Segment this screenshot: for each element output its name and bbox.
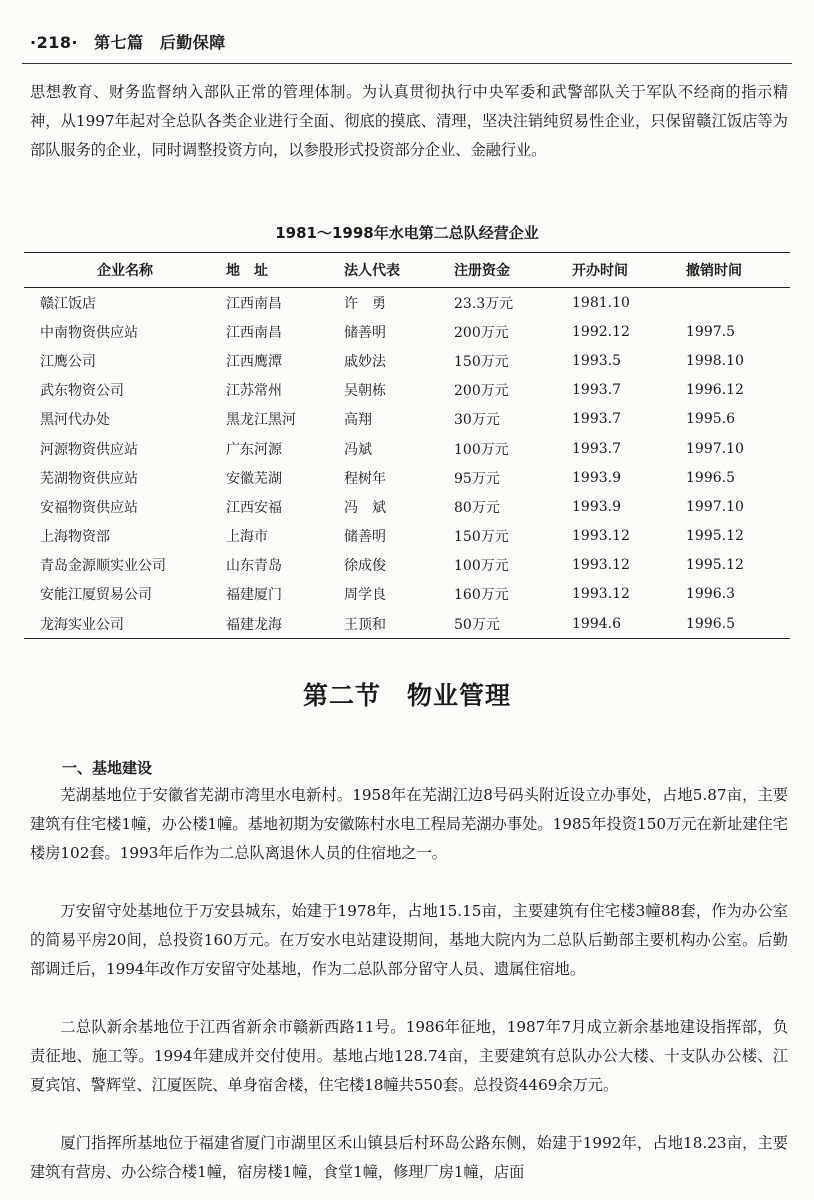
table-row	[24, 346, 790, 375]
table-cell: 戚妙法	[344, 353, 386, 370]
table-cell: 30万元	[454, 412, 500, 429]
table-cell: 200万元	[454, 324, 509, 341]
table-cell: 1993.5	[572, 352, 621, 369]
table-cell: 1995.12	[686, 557, 744, 574]
table-cell: 1995.12	[686, 528, 744, 545]
table-row	[24, 288, 790, 318]
table-cell: 冯 斌	[344, 499, 386, 516]
table-cell: 福建龙海	[220, 609, 338, 639]
table-cell: 160万元	[454, 587, 509, 604]
table-cell: 江西鹰潭	[226, 353, 282, 370]
column-header: 法人代表	[338, 253, 448, 288]
table-cell: 1996.3	[686, 586, 735, 603]
table-cell: 芜湖物资供应站	[40, 470, 138, 487]
table-row	[24, 317, 790, 346]
table-cell: 储善明	[344, 324, 386, 341]
table-cell: 安徽芜湖	[226, 470, 282, 487]
table-cell: 150万元	[454, 353, 509, 370]
subsection-heading: 一、基地建设	[62, 759, 153, 777]
table-cell: 1993.7	[572, 411, 621, 428]
column-header: 开办时间	[566, 253, 680, 288]
table-row	[24, 463, 790, 492]
table-cell: 150万元	[454, 529, 509, 546]
table-cell: 吴朝栋	[344, 383, 386, 400]
table-row	[24, 376, 790, 405]
table-cell: 1995.6	[686, 411, 735, 428]
table-cell: 23.3万元	[454, 295, 514, 312]
column-header: 地 址	[220, 253, 338, 288]
table-cell: 中南物资供应站	[40, 324, 138, 341]
table-cell	[680, 288, 790, 318]
running-head	[30, 30, 236, 53]
table-cell: 1981.10	[572, 294, 630, 311]
table-cell: 江西南昌	[226, 324, 282, 341]
page-number: ·218·	[30, 33, 79, 52]
table-cell: 黑龙江黑河	[226, 412, 296, 429]
table-cell: 许 勇	[344, 295, 386, 312]
table-cell: 武东物资公司	[40, 383, 124, 400]
part-label: 第七篇	[94, 33, 144, 52]
table-cell: 1997.10	[686, 498, 744, 515]
table-row	[24, 405, 790, 434]
table-cell: 上海物资部	[40, 529, 110, 546]
table-title: 1981～1998年水电第二总队经营企业	[275, 224, 539, 242]
table-cell: 江西安福	[226, 499, 282, 516]
table-cell: 1994.6	[566, 609, 680, 639]
enterprise-table	[24, 252, 790, 639]
table-cell: 1996.5	[686, 469, 735, 486]
paragraph-wanan-base: 万安留守处基地位于万安县城东，始建于1978年，占地15.15亩，主要建筑有住宅楼3幢88套，作为办公室的简易平房20间，总投资160万元。在万安水电站建设期间，基地大院内为二总队后勤部主要机构办公室。后勤部调迁后，1994年改作万安留守处基地，作为二总队部分留守人员、遗属住宿地。	[30, 902, 788, 978]
table-cell: 1997.10	[686, 440, 744, 457]
table-cell: 储善明	[344, 529, 386, 546]
table-row	[24, 434, 790, 463]
table-row	[24, 492, 790, 521]
table-cell: 青岛金源顺实业公司	[40, 558, 166, 575]
table-cell: 95万元	[454, 470, 500, 487]
paragraph-wuhu-base: 芜湖基地位于安徽省芜湖市湾里水电新村。1958年在芜湖江边8号码头附近设立办事处，占地5.87亩，主要建筑有住宅楼1幢，办公楼1幢。基地初期为安徽陈村水电工程局芜湖办事处。1985年投资150万元在新址建住宅楼房102套。1993年后作为二总队离退休人员的住宿地之一。	[30, 786, 788, 862]
table-cell: 200万元	[454, 383, 509, 400]
table-cell: 1996.5	[680, 609, 790, 639]
table-header-row	[24, 253, 790, 288]
table-row	[24, 522, 790, 551]
column-header: 企业名称	[24, 253, 220, 288]
table-cell: 1993.12	[572, 557, 630, 574]
table-cell: 山东青岛	[226, 558, 282, 575]
table-cell: 江西南昌	[226, 295, 282, 312]
column-header: 注册资金	[448, 253, 566, 288]
table-cell: 1993.9	[572, 469, 621, 486]
table-body	[24, 288, 790, 639]
table-cell: 100万元	[454, 441, 509, 458]
table-cell: 河源物资供应站	[40, 441, 138, 458]
header-rule	[22, 63, 792, 64]
table-row	[24, 580, 790, 609]
table-cell: 王顶和	[338, 609, 448, 639]
table-row	[24, 551, 790, 580]
table-cell: 程树年	[344, 470, 386, 487]
table-cell: 1993.7	[572, 440, 621, 457]
table-cell: 高翔	[344, 412, 372, 429]
table-cell: 100万元	[454, 558, 509, 575]
intro-paragraph: 思想教育、财务监督纳入部队正常的管理体制。为认真贯彻执行中央军委和武警部队关于军队不经商的指示精神，从1997年起对全总队各类企业进行全面、彻底的摸底、清理，坚决注销纯贸易性企业，只保留赣江饭店等为部队服务的企业，同时调整投资方向，以参股形式投资部分企业、金融行业。	[30, 83, 788, 159]
table-cell: 江鹰公司	[40, 353, 96, 370]
table-cell: 1993.9	[572, 498, 621, 515]
table-cell: 黑河代办处	[40, 412, 110, 429]
table-cell: 1993.12	[572, 528, 630, 545]
table-cell: 上海市	[226, 529, 268, 546]
table-cell: 安福物资供应站	[40, 499, 138, 516]
table-cell: 龙海实业公司	[24, 609, 220, 639]
table-cell: 1992.12	[572, 323, 630, 340]
section-title: 第二节 物业管理	[302, 681, 511, 710]
table-cell: 冯斌	[344, 441, 372, 458]
table-cell: 50万元	[448, 609, 566, 639]
table-cell: 赣江饭店	[40, 295, 96, 312]
table-cell: 周学良	[344, 587, 386, 604]
table-cell: 福建厦门	[226, 587, 282, 604]
paragraph-xinyu-base: 二总队新余基地位于江西省新余市赣新西路11号。1986年征地，1987年7月成立新余基地建设指挥部，负责征地、施工等。1994年建成并交付使用。基地占地128.74亩，主要建筑有总队办公大楼、十支队办公楼、江夏宾馆、警辉堂、江厦医院、单身宿舍楼，住宅楼18幢共550套。总投资4469余万元。	[30, 1018, 788, 1094]
table-cell: 徐成俊	[344, 558, 386, 575]
paragraph-xiamen-base: 厦门指挥所基地位于福建省厦门市湖里区禾山镇县后村环岛公路东侧，始建于1992年，占地18.23亩，主要建筑有营房、办公综合楼1幢，宿房楼1幢，食堂1幢，修理厂房1幢，店面	[30, 1134, 788, 1181]
table-cell: 安能江厦贸易公司	[40, 587, 152, 604]
part-title: 后勤保障	[159, 33, 226, 52]
table-cell: 1997.5	[686, 323, 735, 340]
table-cell: 1998.10	[686, 352, 744, 369]
table-cell: 1993.7	[572, 382, 621, 399]
table-cell: 1996.12	[686, 382, 744, 399]
table-cell: 1993.12	[572, 586, 630, 603]
table-cell: 江苏常州	[226, 383, 282, 400]
table-cell: 80万元	[454, 499, 500, 516]
table-cell: 广东河源	[226, 441, 282, 458]
column-header: 撤销时间	[680, 253, 790, 288]
table-row	[24, 609, 790, 639]
